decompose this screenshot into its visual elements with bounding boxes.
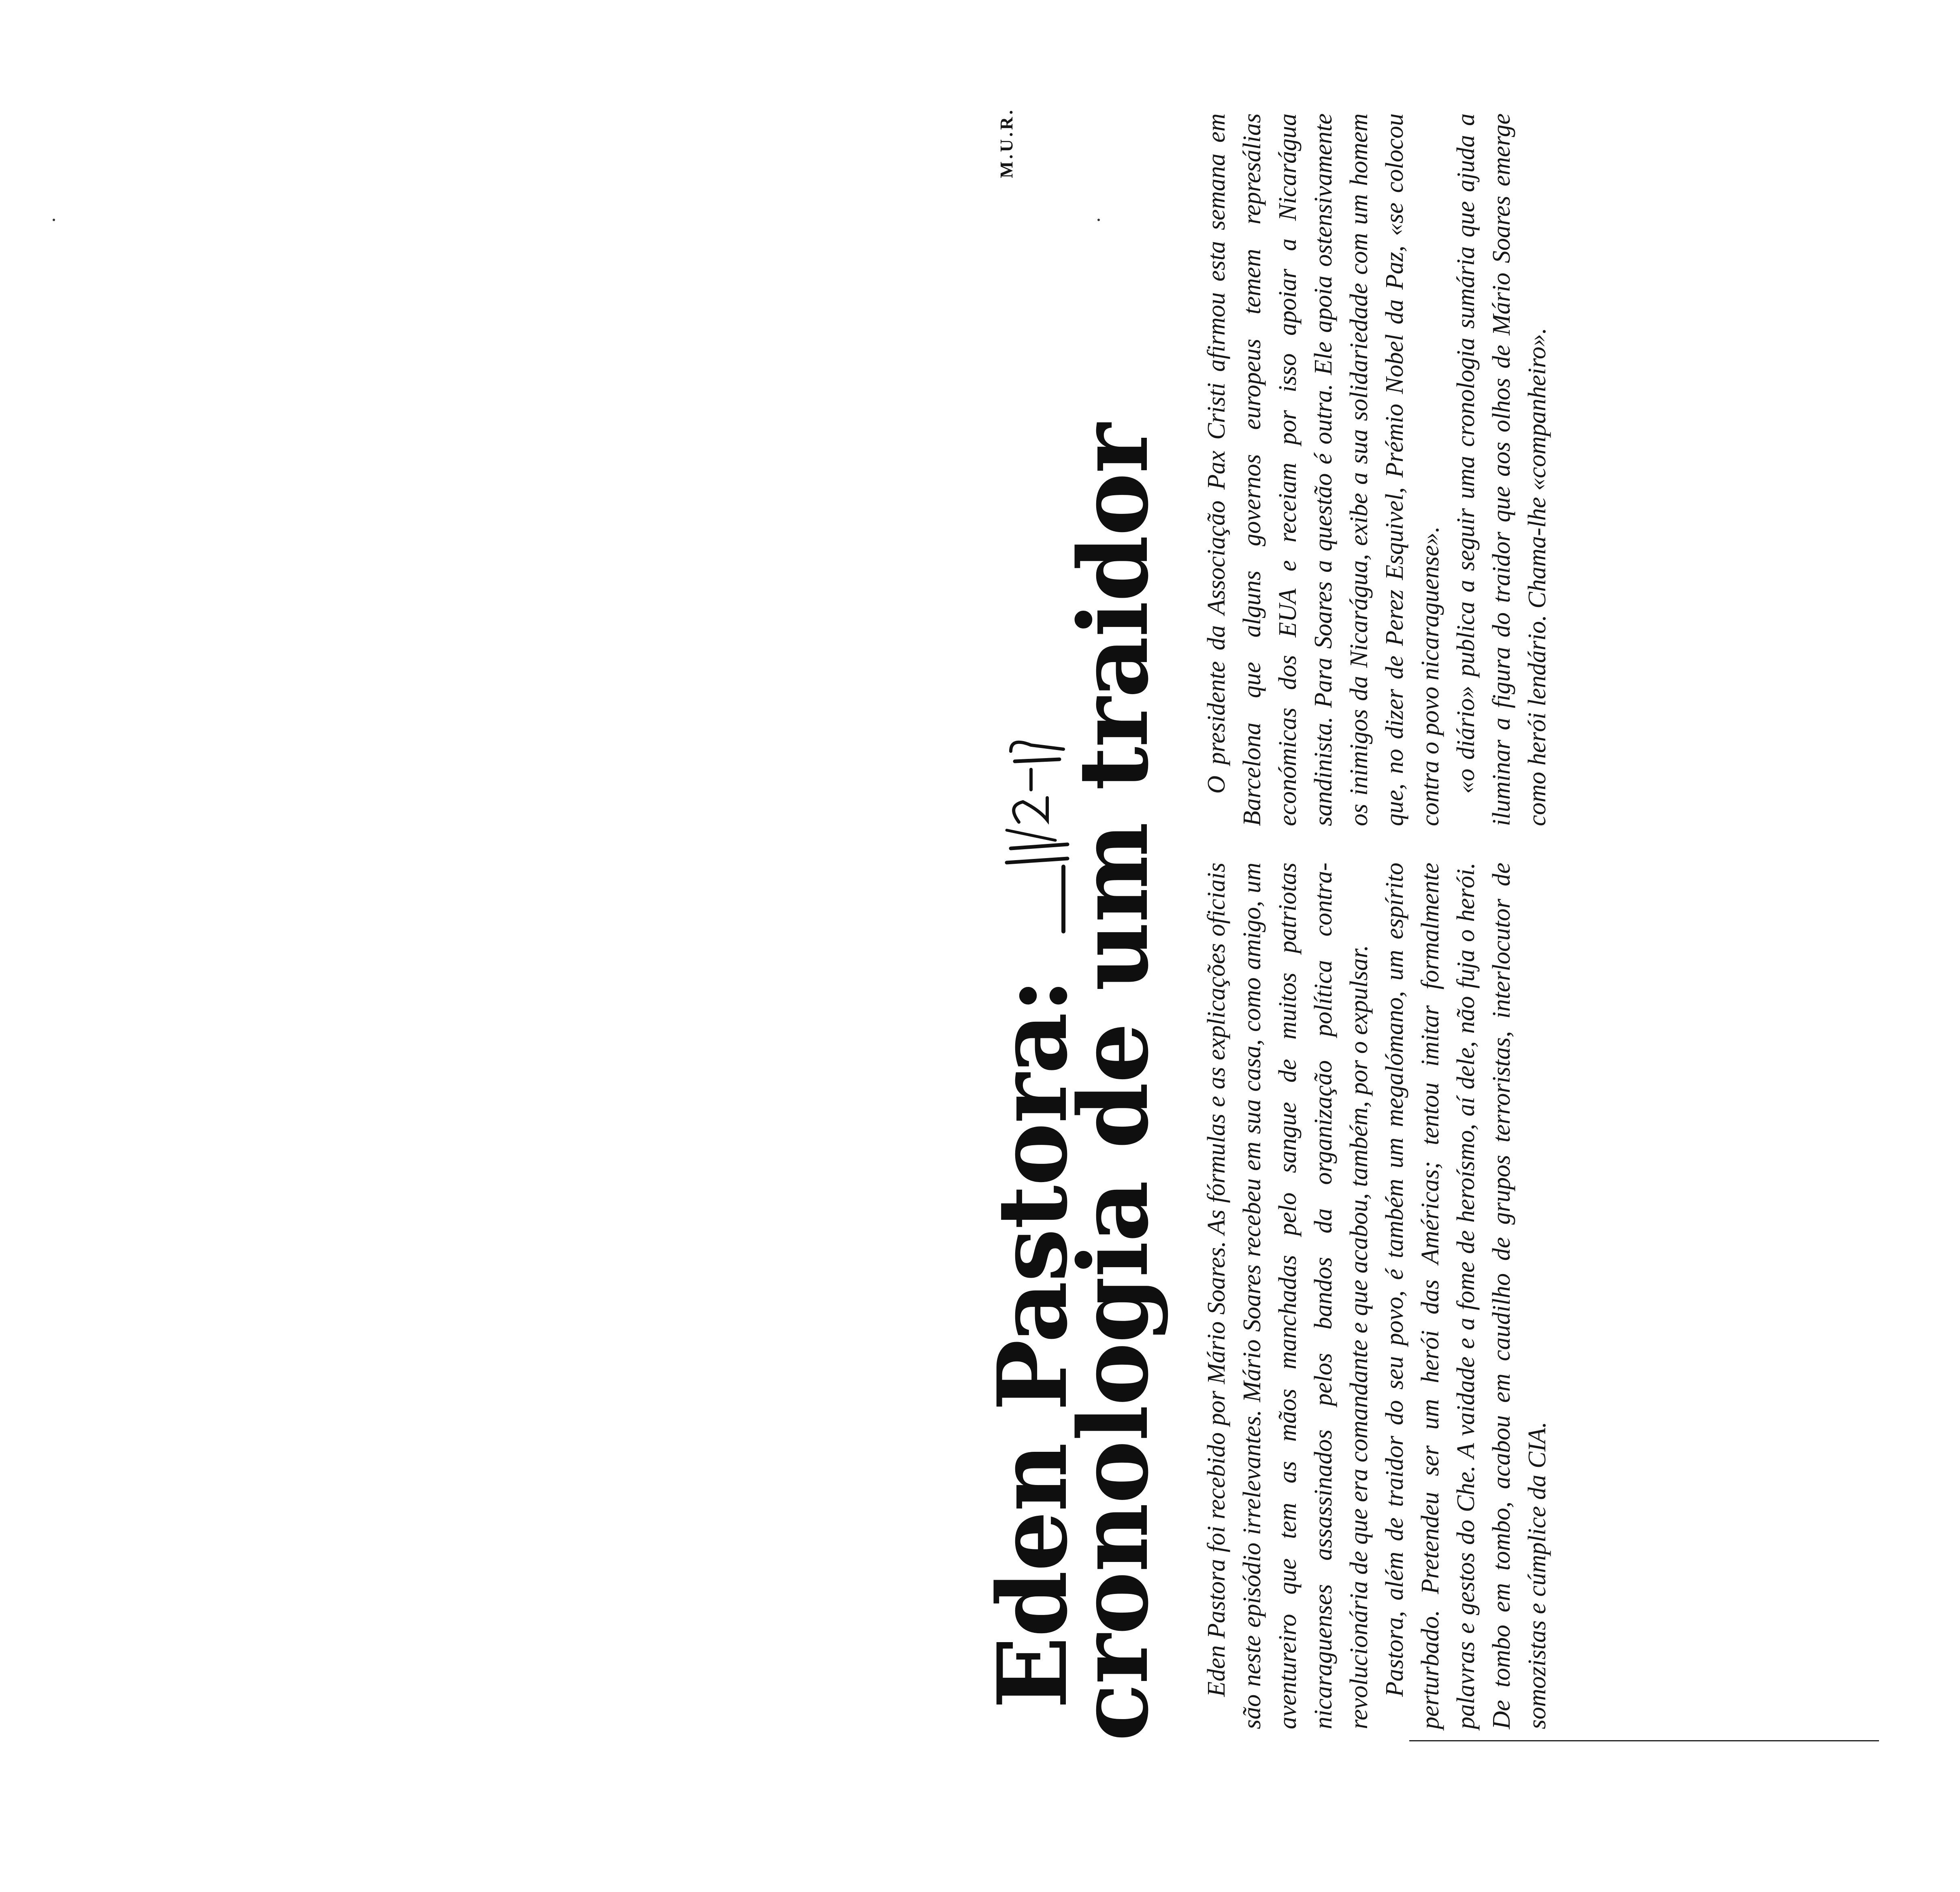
article-paragraph: «o diário» publica a seguir uma cronologia sumária que ajuda a iluminar a figura do traidor que aos olhos de Mário Soares emerge como herói lendário. Chama-lhe «companheiro». <box>1452 113 1551 826</box>
headline-line-1: Eden Pastora: <box>977 979 1089 1709</box>
article-paragraph: Pastora, além de traidor do seu povo, é também um megalómano, um espírito perturbado. Pretendeu ser um herói das Américas; tentou imitar formalmente palavras e gestos do Che. A vaidade e a fome de heroísmo, aí dele, não fuja o herói. De tombo em tombo, acabou em caudilho de grupos terroristas, interlocutor de somozistas e cúmplice da CIA. <box>1381 863 1551 1729</box>
handwritten-annotation <box>982 737 1080 940</box>
column-rule <box>1409 1740 1879 1741</box>
handwritten-scribble <box>982 737 1080 940</box>
rotated-clipping <box>977 107 1960 1741</box>
article-column-1 <box>1199 863 1555 1729</box>
article-paragraph: Eden Pastora foi recebido por Mário Soares. As fórmulas e as explicações oficiais são neste episódio irrelevantes. Mário Soares recebeu em sua casa, como amigo, um aventureiro que tem as mãos manchadas pelo sangue de muitos patriotas nicaraguenses assassinados pelos bandos da organização política contra-revolucionária de que era comandante e que acabou, também, por o expulsar. <box>1203 863 1373 1729</box>
scan-speck <box>53 219 55 221</box>
article-column-2 <box>1199 113 1555 826</box>
scan-speck <box>1097 219 1100 221</box>
article-paragraph: O presidente da Associação Pax Cristi afirmou esta semana em Barcelona que alguns governos europeus temem represálias económicas dos EUA e receiam por isso apoiar a Nicarágua sandinista. Para Soares a questão é outra. Ele apoia ostensivamente os inimigos da Nicarágua, exibe a sua solidariedade com um homem que, no dizer de Perez Esquivel, Prémio Nobel da Paz, «se colocou contra o povo nicaraguense». <box>1203 113 1444 826</box>
headline-line-2: cronologia de um traidor <box>1058 424 1170 1741</box>
author-signature: M.U.R. <box>997 107 1016 178</box>
